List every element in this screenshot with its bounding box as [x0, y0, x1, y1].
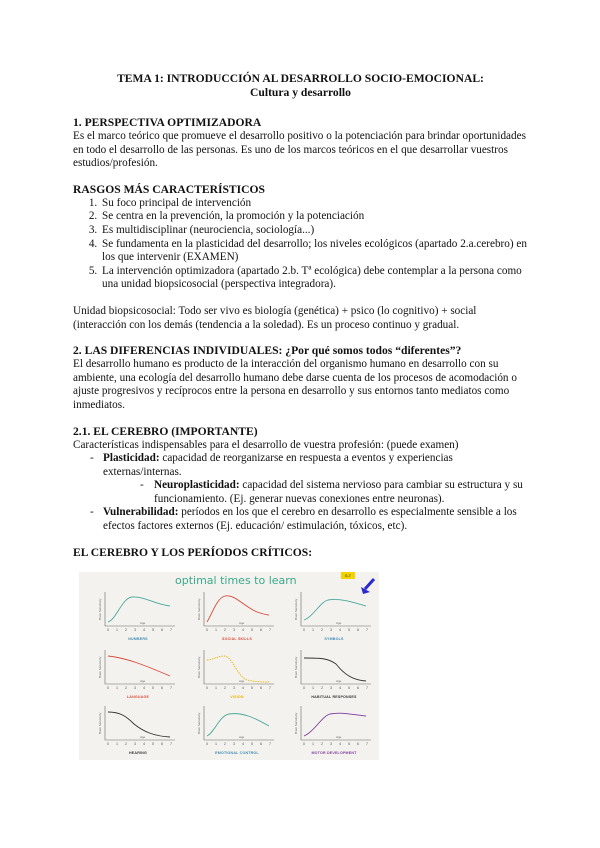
x-axis-label: Age: [140, 621, 146, 625]
panel-plot: [95, 588, 181, 634]
panel-label: NUMBERS: [128, 637, 148, 641]
chart-panel: [95, 702, 181, 754]
tick-label: 4: [143, 686, 145, 690]
tick-label: 3: [233, 686, 235, 690]
tick-label: 1: [312, 742, 314, 746]
panel-plot: [291, 646, 377, 692]
tick-label: 1: [215, 628, 217, 632]
tick-label: 0: [303, 686, 305, 690]
panel-plot: [291, 702, 377, 748]
panel-label: HABITUAL RESPONSES: [311, 695, 357, 699]
tick-label: 5: [348, 686, 350, 690]
y-axis-label: Brain Sensitivity: [197, 712, 201, 734]
x-axis-label: Age: [336, 679, 342, 683]
tick-label: 3: [134, 628, 136, 632]
tick-label: 6: [260, 742, 262, 746]
tick-label: 5: [152, 628, 154, 632]
tick-label: 1: [312, 628, 314, 632]
tick-label: 7: [366, 742, 368, 746]
sensitivity-curve: [108, 656, 170, 676]
x-axis-label: Age: [140, 735, 146, 739]
panel-label: SYMBOLS: [324, 637, 344, 641]
tick-label: 1: [312, 686, 314, 690]
x-axis-label: Age: [336, 621, 342, 625]
tick-label: 2: [224, 628, 226, 632]
y-axis-label: Brain Sensitivity: [294, 598, 298, 620]
tick-label: 4: [143, 628, 145, 632]
chart-panel: [194, 702, 280, 754]
tick-label: 0: [206, 742, 208, 746]
title-line-2: Cultura y desarrollo: [250, 86, 351, 99]
list-item: [140, 479, 528, 506]
tick-label: 6: [357, 628, 359, 632]
tick-label: 4: [242, 686, 244, 690]
tick-label: 3: [330, 686, 332, 690]
section1-heading: 1. PERSPECTIVA OPTIMIZADORA: [73, 116, 262, 129]
cerebro-heading: EL CEREBRO Y LOS PERÍODOS CRÍTICOS:: [73, 545, 313, 559]
document-title: [73, 72, 528, 100]
list-item: 1. Su foco principal de intervención: [100, 197, 528, 211]
x-axis-label: Age: [239, 735, 245, 739]
y-axis-label: Brain Sensitivity: [98, 598, 102, 620]
list-item: 2. Se centra en la prevención, la promoción y la potenciación: [100, 210, 528, 224]
tick-label: 1: [215, 742, 217, 746]
panel-plot: [291, 588, 377, 634]
panel-plot: [194, 646, 280, 692]
tick-label: 7: [170, 742, 172, 746]
tick-label: 3: [134, 686, 136, 690]
x-axis-label: Age: [336, 735, 342, 739]
tick-label: 7: [170, 628, 172, 632]
figure-sticker: 0-7: [341, 572, 355, 579]
plasticidad-text: capacidad de reorganizarse en respuesta a eventos y experiencias externas/internas.: [103, 452, 453, 478]
tick-label: 1: [116, 686, 118, 690]
tick-label: 4: [339, 628, 341, 632]
tick-label: 0: [206, 628, 208, 632]
panel-plot: [194, 702, 280, 748]
tick-label: 4: [242, 742, 244, 746]
tick-label: 7: [366, 628, 368, 632]
sensitivity-curve: [304, 713, 366, 736]
tick-label: 1: [215, 686, 217, 690]
tick-label: 5: [251, 628, 253, 632]
tick-label: 0: [206, 686, 208, 690]
tick-label: 1: [116, 628, 118, 632]
tick-label: 4: [339, 686, 341, 690]
section2-text: El desarrollo humano es producto de la interacción del organismo humano en desarrollo con su ambiente, una ecología del desarrollo humano debe darse cuenta de los procesos de acomodación o ajuste progresivos y recíprocos entre la persona en desarrollo y sus entornos tanto mediatos como inmediatos.: [73, 358, 517, 411]
tick-label: 5: [251, 686, 253, 690]
tick-label: 2: [125, 628, 127, 632]
x-axis-label: Age: [239, 679, 245, 683]
sensitivity-curve: [304, 599, 366, 620]
tick-label: 3: [330, 628, 332, 632]
list-item: [90, 452, 528, 506]
tick-label: 2: [224, 742, 226, 746]
tick-label: 5: [152, 742, 154, 746]
vulner-text: períodos en los que el cerebro en desarrollo es especialmente sensible a los efectos factores externos (Ej. educación/ estimulación, tóxicos, etc).: [103, 506, 517, 533]
panel-label: VISION: [230, 695, 244, 699]
features-list: [73, 452, 528, 534]
tick-label: 2: [125, 686, 127, 690]
chart-panel: [291, 588, 377, 640]
tick-label: 4: [143, 742, 145, 746]
tick-label: 1: [116, 742, 118, 746]
tick-label: 7: [269, 742, 271, 746]
chart-panel: [194, 646, 280, 698]
y-axis-label: Brain Sensitivity: [294, 656, 298, 678]
chart-panel: [95, 588, 181, 640]
tick-label: 0: [107, 742, 109, 746]
rasgos-list: [73, 197, 528, 292]
rasgos-heading: RASGOS MÁS CARACTERÍSTICOS: [73, 182, 265, 196]
tick-label: 6: [357, 742, 359, 746]
tick-label: 0: [107, 628, 109, 632]
panel-label: SOCIAL SKILLS: [222, 637, 252, 641]
tick-label: 4: [242, 628, 244, 632]
tick-label: 0: [303, 628, 305, 632]
panel-plot: [95, 646, 181, 692]
tick-label: 6: [161, 686, 163, 690]
y-axis-label: Brain Sensitivity: [98, 712, 102, 734]
list-item: 5. La intervención optimizadora (apartado 2.b. Tª ecológica) debe contemplar a la persona como una unidad biopsicosocial (perspectiva integradora).: [100, 265, 528, 292]
sensitivity-curve: [207, 656, 269, 682]
sensitivity-curve: [108, 712, 170, 737]
neuro-text: capacidad del sistema nervioso para cambiar su estructura y su funcionamiento. (Ej. generar nuevas conexiones entre neuronas).: [154, 479, 523, 505]
tick-label: 3: [233, 742, 235, 746]
sensitivity-curve: [304, 658, 366, 681]
list-item: [90, 506, 528, 533]
tick-label: 6: [161, 628, 163, 632]
x-axis-label: Age: [140, 679, 146, 683]
tick-label: 2: [321, 686, 323, 690]
tick-label: 2: [224, 686, 226, 690]
sub-list: [103, 479, 528, 506]
tick-label: 6: [161, 742, 163, 746]
section1-text: Es el marco teórico que promueve el desarrollo positivo o la potenciación para brindar oportunidades en todo el desarrollo de las personas. Es uno de los marcos teóricos en el que desarrollar vuestros estudios/profesión.: [73, 130, 526, 170]
panel-label: EMOTIONAL CONTROL: [215, 751, 259, 755]
document-page: [73, 72, 528, 560]
x-axis-label: Age: [239, 621, 245, 625]
tick-label: 3: [233, 628, 235, 632]
chart-panel: [194, 588, 280, 640]
title-line-1: TEMA 1: INTRODUCCIÓN AL DESARROLLO SOCIO-EMOCIONAL:: [117, 72, 484, 85]
chart-panel: [95, 646, 181, 698]
chart-panel: [291, 646, 377, 698]
tick-label: 5: [348, 628, 350, 632]
section2-heading: 2. LAS DIFERENCIAS INDIVIDUALES: ¿Por qué somos todos “diferentes”?: [73, 344, 462, 358]
tick-label: 5: [152, 686, 154, 690]
section21-intro: Características indispensables para el desarrollo de vuestra profesión: (puede examen): [73, 438, 459, 451]
tick-label: 7: [269, 628, 271, 632]
neuro-term: Neuroplasticidad:: [154, 479, 240, 492]
y-axis-label: Brain Sensitivity: [294, 712, 298, 734]
tick-label: 0: [303, 742, 305, 746]
tick-label: 2: [321, 628, 323, 632]
tick-label: 2: [125, 742, 127, 746]
tick-label: 0: [107, 686, 109, 690]
y-axis-label: Brain Sensitivity: [197, 656, 201, 678]
plasticidad-term: Plasticidad:: [103, 452, 160, 465]
tick-label: 7: [269, 686, 271, 690]
sensitivity-curve: [207, 714, 269, 736]
list-item: 3. Es multidisciplinar (neurociencia, sociología...): [100, 224, 528, 238]
tick-label: 3: [330, 742, 332, 746]
sensitivity-curve: [207, 596, 269, 622]
critical-periods-figure: [79, 572, 379, 760]
panel-plot: [95, 702, 181, 748]
tick-label: 6: [260, 628, 262, 632]
sensitivity-curve: [108, 597, 170, 622]
tick-label: 7: [170, 686, 172, 690]
panel-label: HEARING: [129, 751, 147, 755]
y-axis-label: Brain Sensitivity: [98, 656, 102, 678]
tick-label: 3: [134, 742, 136, 746]
panel-label: LANGUAGE: [126, 695, 150, 699]
section21-heading: 2.1. EL CEREBRO (IMPORTANTE): [73, 424, 258, 438]
unidad-text: Unidad biopsicosocial: Todo ser vivo es biología (genética) + psico (lo cognitivo) + social (interacción con los demás (tendencia a la soledad). Es un proceso continuo y gradual.: [73, 304, 477, 331]
tick-label: 6: [260, 686, 262, 690]
tick-label: 5: [251, 742, 253, 746]
tick-label: 4: [339, 742, 341, 746]
tick-label: 7: [366, 686, 368, 690]
panel-label: MOTOR DEVELOPMENT: [311, 751, 357, 755]
list-item: 4. Se fundamenta en la plasticidad del desarrollo; los niveles ecológicos (apartado 2.a.cerebro) en los que intervenir (EXAMEN): [100, 238, 528, 265]
tick-label: 5: [348, 742, 350, 746]
chart-panel: [291, 702, 377, 754]
y-axis-label: Brain Sensitivity: [197, 598, 201, 620]
figure-title: optimal times to learn: [175, 574, 297, 587]
vulner-term: Vulnerabilidad:: [103, 506, 179, 519]
tick-label: 6: [357, 686, 359, 690]
tick-label: 2: [321, 742, 323, 746]
panel-plot: [194, 588, 280, 634]
